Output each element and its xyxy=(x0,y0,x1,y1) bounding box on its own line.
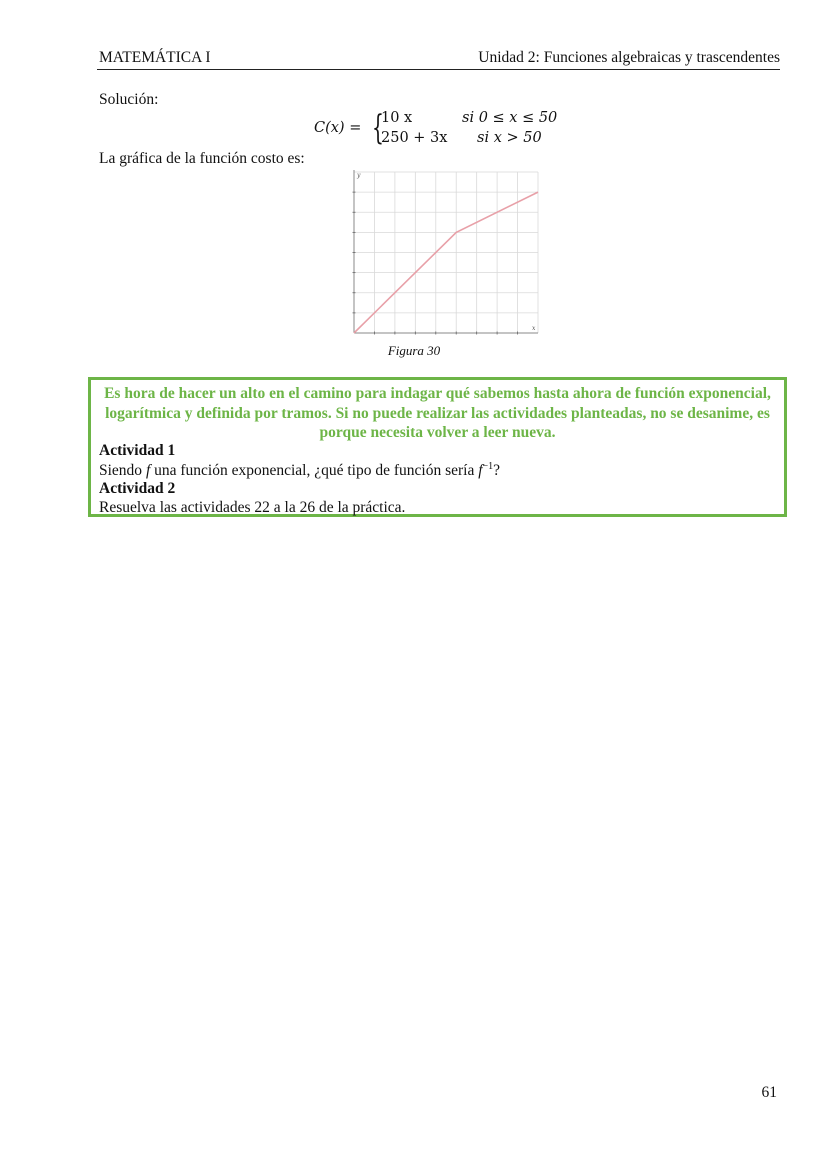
header-unit-title: Unidad 2: Funciones algebraicas y trascendentes xyxy=(478,49,780,66)
formula-case2-cond: si x > 50 xyxy=(477,130,542,146)
formula-case1-expr: 10 x xyxy=(381,110,413,126)
activity1-suffix: ? xyxy=(493,462,501,479)
y-axis-label: y xyxy=(357,172,361,179)
formula-lhs: C(x) = xyxy=(314,120,362,136)
figure-caption: Figura 30 xyxy=(387,343,441,358)
header-course-title: MATEMÁTICA I xyxy=(99,49,211,66)
formula-case2-expr: 250 + 3x xyxy=(381,130,448,146)
header-divider xyxy=(97,69,780,70)
x-axis-label: x xyxy=(532,325,536,332)
page-number: 61 xyxy=(761,1084,777,1101)
activity1-prefix: Siendo xyxy=(99,462,146,479)
activity-intro: Es hora de hacer un alto en el camino para indagar qué sabemos hasta ahora de función exponencial, logarítmica y definida por tramos. Si no puede realizar las actividades planteadas, no se desanime, es porque necesita volver a leer nueva. xyxy=(104,385,771,441)
activity1-sup: −1 xyxy=(482,461,494,472)
activity1-title: Actividad 1 xyxy=(99,442,176,459)
series-line xyxy=(354,192,538,333)
graph-intro-text: La gráfica de la función costo es: xyxy=(99,150,305,167)
activity-box xyxy=(88,377,787,517)
formula-case1-cond: si 0 ≤ x ≤ 50 xyxy=(462,110,558,126)
activity1-finv: f xyxy=(478,462,483,479)
activity1-text xyxy=(99,461,500,480)
activity1-f: f xyxy=(145,462,151,479)
cost-function-chart xyxy=(338,168,544,344)
activity2-title: Actividad 2 xyxy=(99,480,176,497)
solution-label: Solución: xyxy=(99,91,159,108)
activity2-text: Resuelva las actividades 22 a la 26 de la práctica. xyxy=(99,499,406,516)
activity1-middle: una función exponencial, ¿qué tipo de función sería xyxy=(150,462,479,479)
formula-brace: { xyxy=(372,108,384,148)
